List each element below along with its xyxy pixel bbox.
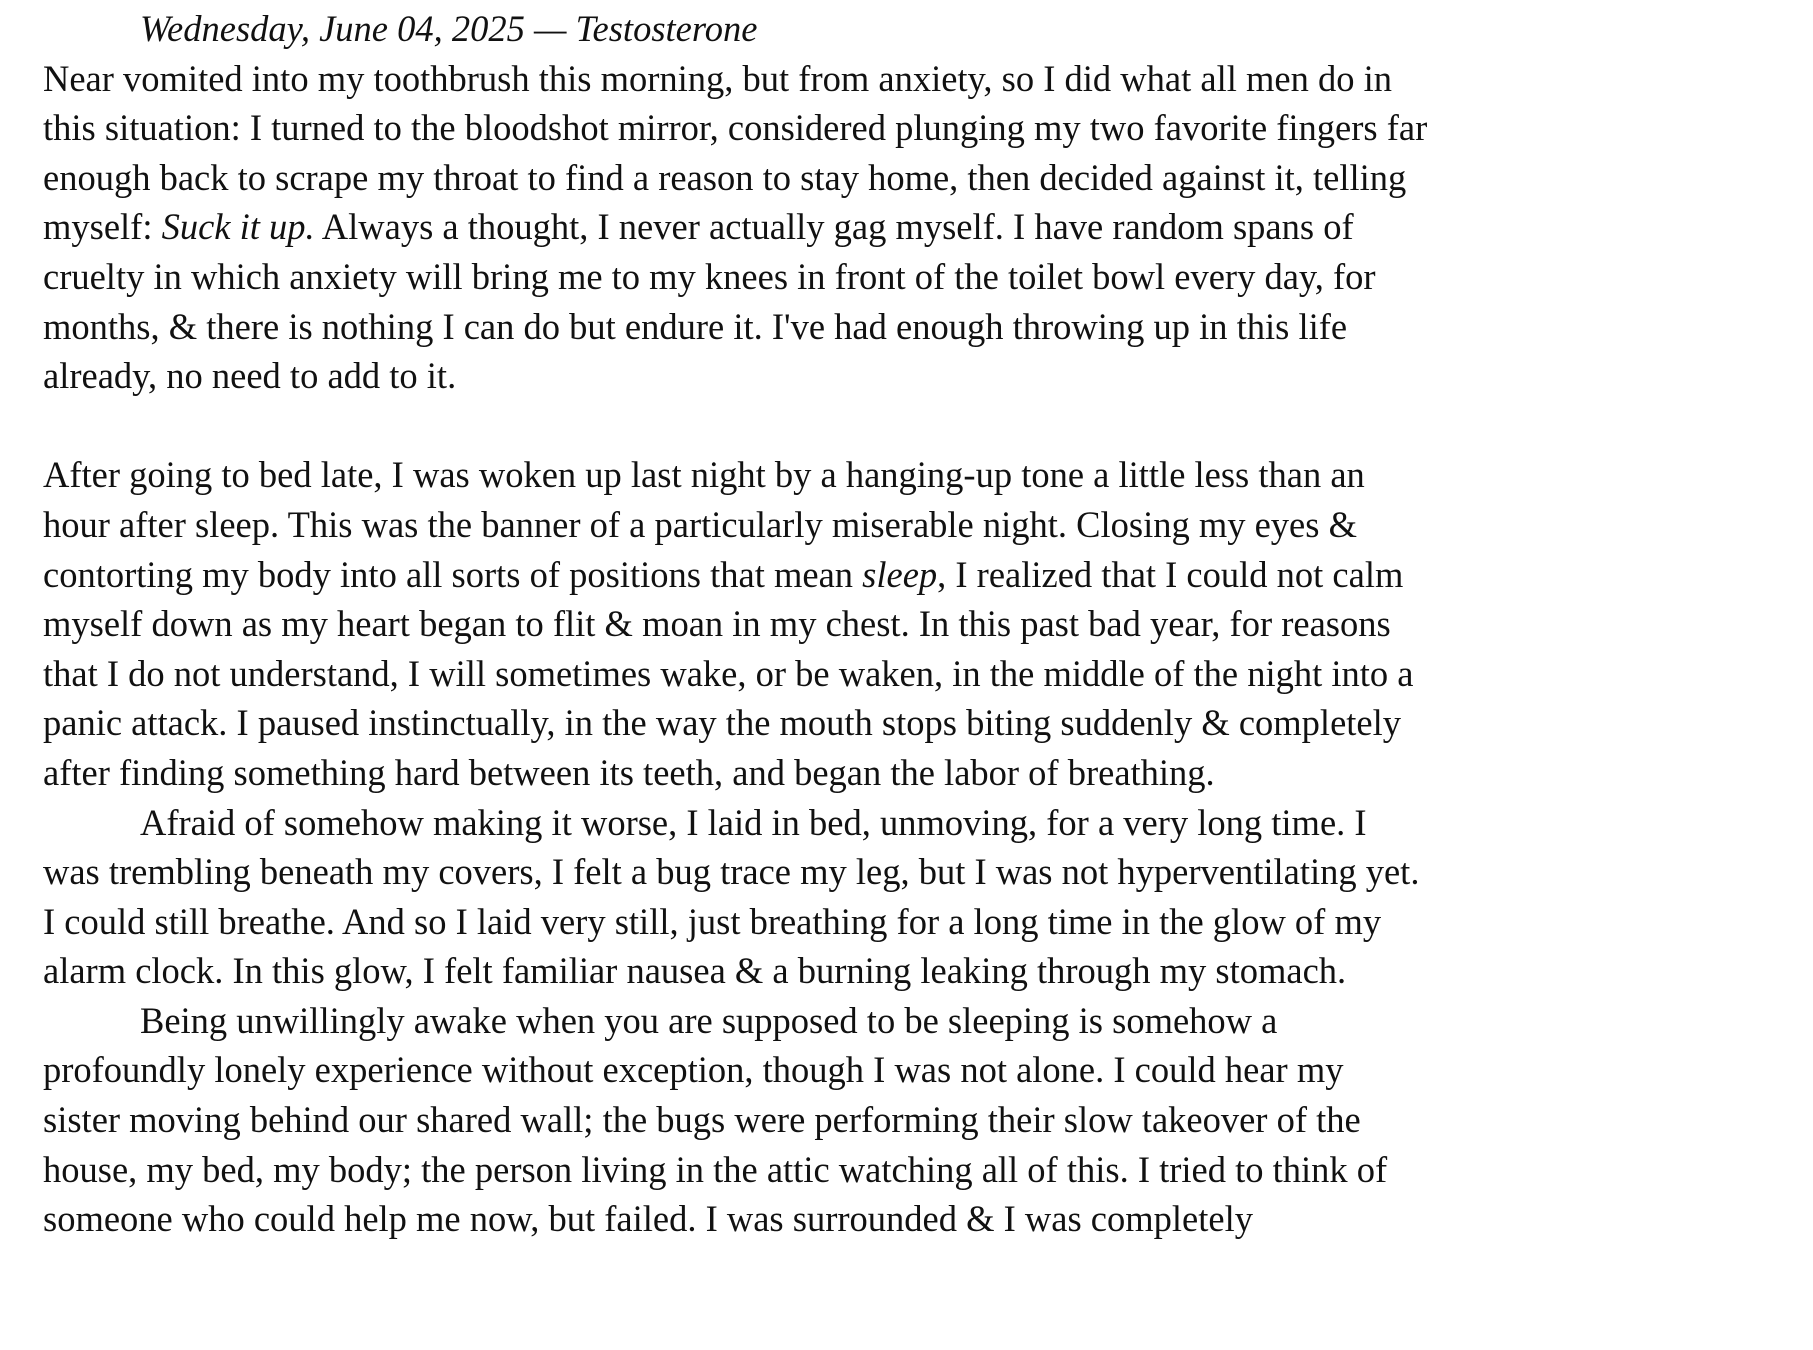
paragraph-toothbrush bbox=[43, 54, 1428, 401]
paragraph-text: Always a thought, I never actually gag myself. I have random spans of cruelty in which anxiety will bring me to my knees in front of the toilet bowl every day, for months, & there is nothing I can do but endure it. I've had enough throwing up in this life already, no need to add to it. bbox=[43, 206, 1376, 397]
paragraph-text: After going to bed late, I was woken up last night by a hanging-up tone a little less than an hour after sleep. This was the banner of a particularly miserable night. Closing my eyes & contorting my body into all sorts of positions that mean bbox=[43, 454, 1365, 595]
entry-heading: Wednesday, June 04, 2025 — Testosterone bbox=[140, 8, 758, 49]
journal-page bbox=[43, 4, 1428, 1244]
emphasis-text: sleep bbox=[862, 553, 938, 595]
paragraph-spacer bbox=[43, 401, 1428, 451]
paragraph-afraid: Afraid of somehow making it worse, I laid in bed, unmoving, for a very long time. I was trembling beneath my covers, I felt a bug trace my leg, but I was not hyperventilating yet. I could still breathe. And so I laid very still, just breathing for a long time in the glow of my alarm clock. In this glow, I felt familiar nausea & a burning leaking through my stomach. bbox=[43, 801, 1420, 992]
paragraph-text: Near vomited into my toothbrush this morning, but from anxiety, so I did what all men do in this situation: I turned to the bloodshot mirror, considered plunging my two favorite fingers far enough back to scrape my throat to find a reason to stay home, then decided against it, telling myself: bbox=[43, 57, 1428, 248]
paragraph-lonely: Being unwillingly awake when you are supposed to be sleeping is somehow a profoundly lonely experience without exception, though I was not alone. I could hear my sister moving behind our shared wall; the bugs were performing their slow takeover of the house, my bed, my body; the person living in the attic watching all of this. I tried to think of someone who could help me now, but failed. I was surrounded & I was completely bbox=[43, 999, 1388, 1240]
paragraph-woken-up bbox=[43, 450, 1428, 797]
emphasis-text: Suck it up. bbox=[161, 206, 315, 248]
paragraph-text: , I realized that I could not calm myself down as my heart began to flit & moan in my chest. In this past bad year, for reasons that I do not understand, I will sometimes wake, or be waken, in the middle of the night into a panic attack. I paused instinctually, in the way the mouth stops biting suddenly & completely after finding something hard between its teeth, and began the labor of breathing. bbox=[43, 553, 1414, 793]
